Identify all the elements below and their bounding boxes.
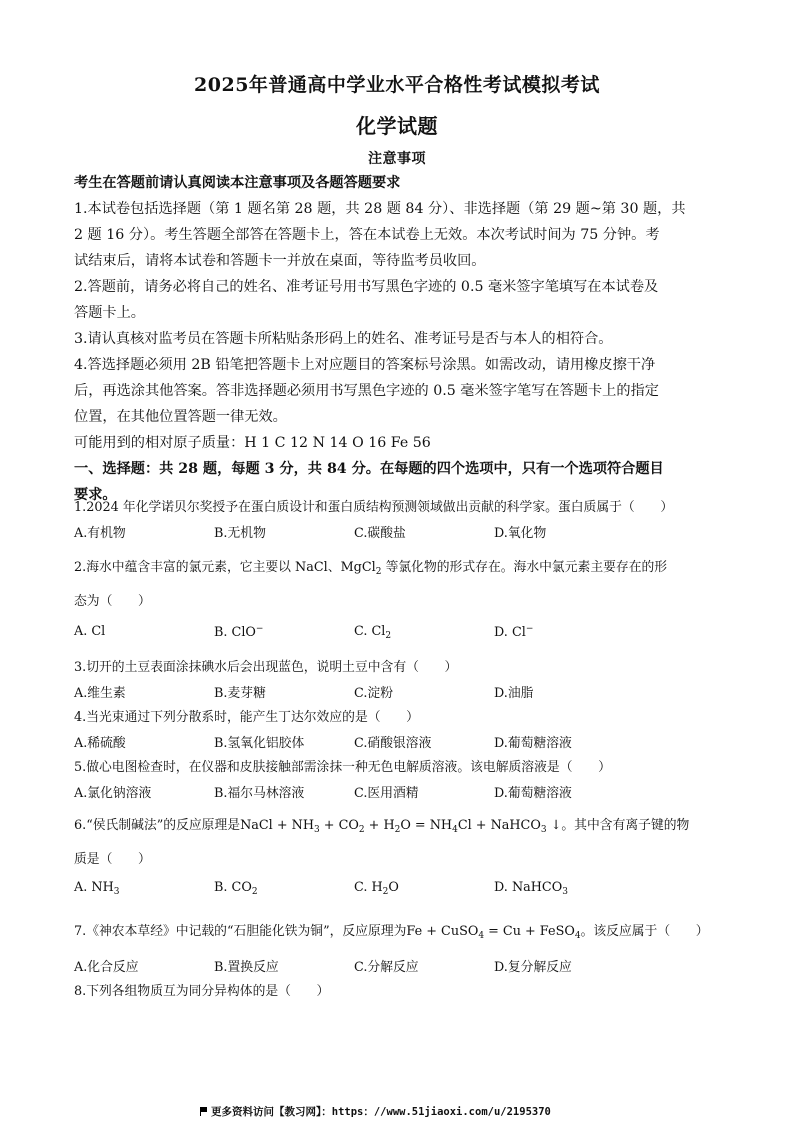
q5-option-d[interactable]: D.葡萄糖溶液: [494, 786, 572, 801]
q4-option-c[interactable]: C.硝酸银溶液: [354, 736, 432, 751]
notice-item-1-line-1: 1.本试卷包括选择题（第 1 题名第 28 题，共 28 题 84 分）、非选择题（第 29 题~第 30 题，共: [74, 201, 686, 217]
notice-item-2-line-1: 2.答题前，请务必将自己的姓名、准考证号用书写黑色字迹的 0.5 毫米签字笔填写在本试卷及: [74, 279, 659, 295]
footer-text: 更多资料访问【教习网】：https：//www.51jiaoxi.com/u/2195370: [211, 1106, 551, 1118]
q2-stem-part-2: 等氯化物的形式存在。海水中氯元素主要存在的形: [385, 560, 668, 575]
q3-option-d[interactable]: D.油脂: [494, 686, 534, 701]
q6-eq-part-e: Cl + NaHCO: [457, 818, 541, 833]
q4-option-a[interactable]: A.稀硫酸: [74, 736, 126, 751]
q6-eq-part-c: + H: [364, 818, 395, 833]
q6-stem-part-2: 。其中含有离子键的物: [561, 818, 690, 833]
question-6-options: [74, 880, 724, 902]
q6-eq-sub-4: 4: [452, 825, 458, 835]
q7-option-b[interactable]: B.置换反应: [214, 960, 279, 975]
section-heading-line-2: 要求。: [74, 487, 117, 503]
notice-item-1-line-2: 2 题 16 分）。考生答题全部答在答题卡上，答在本试卷上无效。本次考试时间为 75 分钟。考: [74, 227, 660, 243]
q6-eq-sub-2: 2: [358, 825, 365, 835]
q7-eq-sub-1: 4: [478, 931, 485, 941]
q2-option-b-text: B. ClO: [214, 625, 256, 640]
subject-title: 化学试题: [356, 114, 438, 138]
q7-option-c[interactable]: C.分解反应: [354, 960, 419, 975]
notice-item-4-line-2: 后，再选涂其他答案。答非选择题必须用书写黑色字迹的 0.5 毫米签字笔写在答题卡上的指定: [74, 383, 659, 399]
q6-eq-sub-3: 2: [394, 825, 401, 835]
q6-option-a-sub: 3: [113, 887, 120, 897]
q6-option-d[interactable]: [494, 880, 568, 897]
atomic-masses: 可能用到的相对原子质量：H 1 C 12 N 14 O 16 Fe 56: [74, 435, 431, 451]
q7-option-a[interactable]: A.化合反应: [74, 960, 139, 975]
notice-item-3: 3.请认真核对监考员在答题卡所粘贴条形码上的姓名、准考证号是否与本人的相符合。: [74, 331, 613, 347]
question-2-options: [74, 624, 724, 646]
q2-stem-part-1: 2.海水中蕴含丰富的氯元素，它主要以: [74, 560, 291, 575]
question-8-stem: 8.下列各组物质互为同分异构体的是（ ）: [74, 984, 330, 999]
question-2-stem-line-2: 态为（ ）: [74, 594, 151, 609]
flag-icon: [200, 1107, 208, 1116]
q6-eq-sub-1: 3: [314, 825, 320, 835]
q6-eq-part-d: O = NH: [400, 818, 453, 833]
q6-option-b[interactable]: [214, 880, 258, 897]
q7-eq-sub-2: 4: [574, 931, 581, 941]
q2-option-b-sup: −: [255, 624, 264, 634]
q1-option-a[interactable]: A.有机物: [74, 526, 126, 541]
question-6-stem: [74, 814, 734, 835]
q2-option-c-sub: 2: [385, 631, 392, 641]
q1-option-c[interactable]: C.碳酸盐: [354, 526, 406, 541]
notice-item-1-line-3: 试结束后，请将本试卷和答题卡一并放在桌面，等待监考员收回。: [74, 253, 486, 269]
q3-option-a[interactable]: A.维生素: [74, 686, 126, 701]
question-5-stem: 5.做心电图检查时，在仪器和皮肤接触部需涂抹一种无色电解质溶液。该电解质溶液是（ ）: [74, 760, 611, 775]
q2-option-b[interactable]: [214, 624, 263, 640]
q2-formula-mgcl2: MgCl: [340, 560, 376, 575]
q6-option-c-text: C. H: [354, 880, 383, 895]
q6-option-c-sub: 2: [382, 887, 389, 897]
q7-eq-part-a: Fe + CuSO: [406, 924, 479, 939]
question-1-options: [74, 522, 724, 544]
q2-option-a[interactable]: A. Cl: [74, 624, 106, 639]
notice-heading: 注意事项: [368, 151, 426, 167]
q7-option-d[interactable]: D.复分解反应: [494, 960, 572, 975]
notice-item-4-line-3: 位置，在其他位置答题一律无效。: [74, 409, 287, 425]
q4-option-d[interactable]: D.葡萄糖溶液: [494, 736, 572, 751]
question-7-options: [74, 956, 724, 978]
q5-option-a[interactable]: A.氯化钠溶液: [74, 786, 152, 801]
q6-eq-part-f: ↓: [546, 818, 562, 833]
question-4-stem: 4.当光束通过下列分散系时，能产生丁达尔效应的是（ ）: [74, 710, 419, 725]
question-7-stem: [74, 920, 734, 941]
q6-option-d-sub: 3: [562, 887, 568, 897]
question-5-options: [74, 782, 724, 804]
q6-option-b-sub: 2: [251, 887, 258, 897]
q6-option-a-text: A. NH: [74, 880, 114, 895]
q3-option-b[interactable]: B.麦芽糖: [214, 686, 266, 701]
q6-option-d-text: D. NaHCO: [494, 880, 563, 895]
question-3-stem: 3.切开的土豆表面涂抹碘水后会出现蓝色，说明土豆中含有（ ）: [74, 660, 458, 675]
q1-option-d[interactable]: D.氧化物: [494, 526, 547, 541]
q7-stem-part-2: 。该反应属于（ ）: [580, 924, 709, 939]
question-6-stem-line-2: 质是（ ）: [74, 852, 151, 867]
notice-lead: 考生在答题前请认真阅读本注意事项及各题答题要求: [74, 175, 401, 191]
q7-equation: [406, 924, 580, 939]
q6-eq-sub-5: 3: [540, 825, 547, 835]
q1-option-b[interactable]: B.无机物: [214, 526, 266, 541]
q7-eq-part-b: = Cu + FeSO: [484, 924, 575, 939]
q6-option-c[interactable]: [354, 880, 399, 897]
notice-section: [74, 170, 724, 508]
footer-link[interactable]: [200, 1104, 620, 1119]
q2-option-d-text: D. Cl: [494, 625, 526, 640]
question-2-stem: [74, 556, 734, 577]
q6-eq-part-b: + CO: [319, 818, 359, 833]
question-1-stem: 1.2024 年化学诺贝尔奖授予在蛋白质设计和蛋白质结构预测领域做出贡献的科学家。蛋白质属于（ ）: [74, 500, 674, 515]
q5-option-c[interactable]: C.医用酒精: [354, 786, 419, 801]
q2-separator: 、: [327, 560, 341, 575]
q4-option-b[interactable]: B.氢氧化铝胶体: [214, 736, 305, 751]
q2-formula-mgcl2-sub: 2: [375, 567, 382, 577]
q2-formula-nacl: NaCl: [295, 560, 328, 575]
question-4-options: [74, 732, 724, 754]
q6-equation: [240, 818, 561, 833]
q5-option-b[interactable]: B.福尔马林溶液: [214, 786, 305, 801]
q6-option-a[interactable]: [74, 880, 119, 897]
q2-option-c-text: C. Cl: [354, 624, 386, 639]
q6-option-b-text: B. CO: [214, 880, 252, 895]
q2-option-d[interactable]: [494, 624, 533, 640]
notice-item-2-line-2: 答题卡上。: [74, 305, 145, 321]
section-heading-line-1: 一、选择题：共 28 题，每题 3 分，共 84 分。在每题的四个选项中，只有一个选项符合题目: [74, 461, 664, 477]
q2-option-d-sup: −: [525, 624, 534, 634]
q6-option-c-tail: O: [388, 880, 399, 895]
q6-eq-part-a: NaCl + NH: [240, 818, 314, 833]
exam-title: 2025年普通高中学业水平合格性考试模拟考试: [194, 74, 600, 96]
q6-stem-part-1: 6.“侯氏制碱法”的反应原理是: [74, 818, 241, 833]
question-3-options: [74, 682, 724, 704]
q7-stem-part-1: 7.《神农本草经》中记载的“石胆能化铁为铜”，反应原理为: [74, 924, 407, 939]
notice-item-4-line-1: 4.答选择题必须用 2B 铅笔把答题卡上对应题目的答案标号涂黑。如需改动，请用橡皮擦干净: [74, 357, 656, 373]
q3-option-c[interactable]: C.淀粉: [354, 686, 393, 701]
q2-option-c[interactable]: [354, 624, 391, 641]
